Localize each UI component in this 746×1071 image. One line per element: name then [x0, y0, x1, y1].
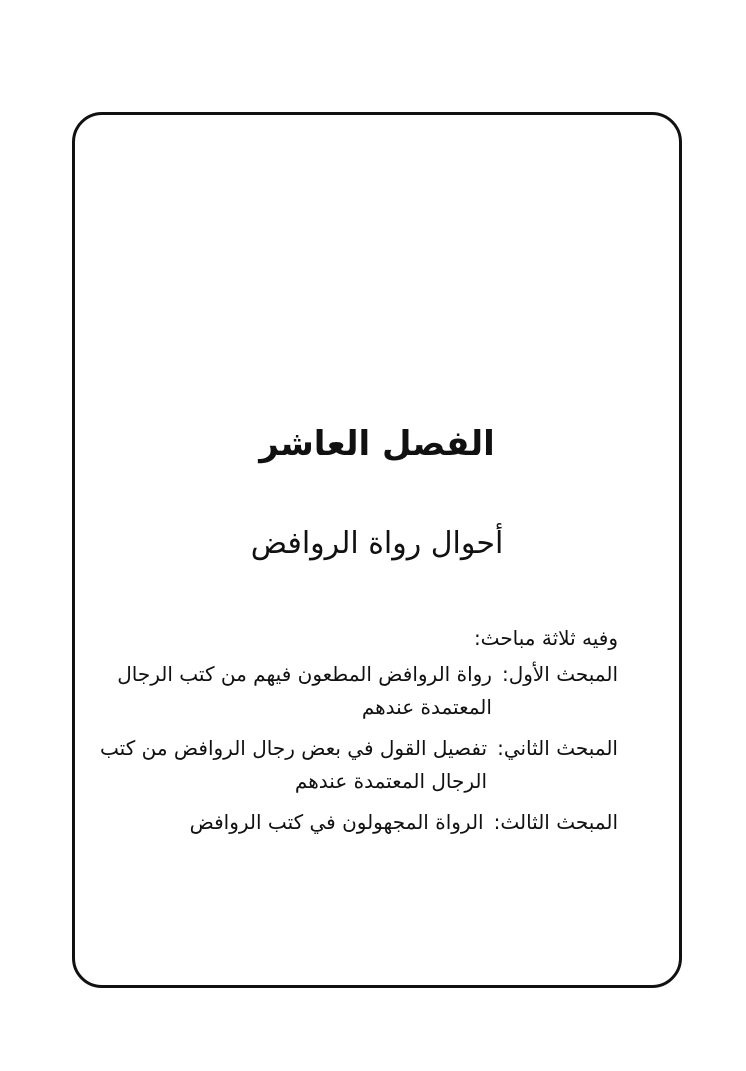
section-title-1: رواة الروافض المطعون فيهم من كتب الرجال المعتمدة عندهم	[117, 662, 492, 719]
section-label-2: المبحث الثاني:	[497, 736, 618, 760]
section-label-3: المبحث الثالث:	[493, 810, 618, 834]
section-item-2	[90, 732, 618, 798]
chapter-contents	[90, 622, 618, 847]
contents-intro: وفيه ثلاثة مباحث:	[473, 626, 618, 650]
section-title-2: تفصيل القول في بعض رجال الروافض من كتب الرجال المعتمدة عندهم	[100, 736, 488, 793]
section-item-1	[90, 658, 618, 724]
chapter-subtitle: أحوال رواة الروافض	[250, 526, 504, 561]
section-label-1: المبحث الأول:	[501, 662, 618, 686]
section-item-3	[90, 806, 618, 839]
chapter-title: الفصل العاشر	[259, 424, 495, 464]
section-title-3: الرواة المجهولون في كتب الروافض	[189, 810, 484, 834]
